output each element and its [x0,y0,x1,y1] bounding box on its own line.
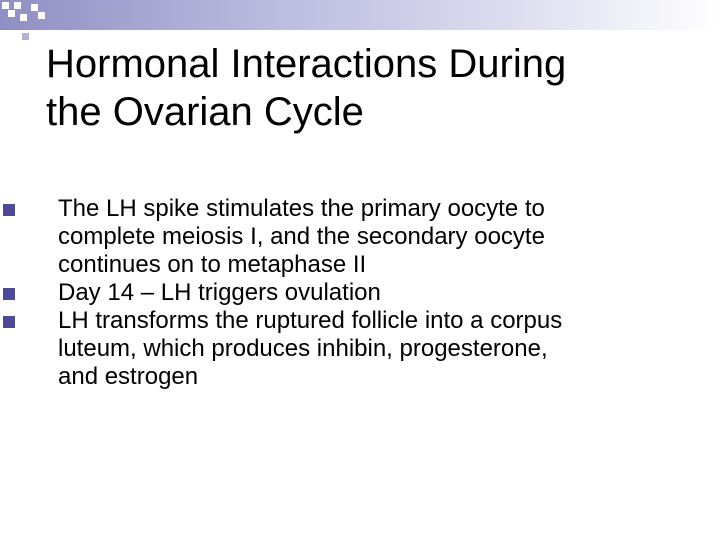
decorative-square [22,33,29,40]
slide-title [46,40,686,136]
slide-title-line: Hormonal Interactions During [46,42,567,86]
slide-title-line: the Ovarian Cycle [46,90,364,134]
bullet-text-line: complete meiosis I, and the secondary oocyte [58,223,545,250]
decorative-square [14,2,21,9]
top-decorative-band [0,0,720,30]
decorative-square [38,12,45,19]
bullet-text-line: and estrogen [58,363,199,390]
square-bullet-icon [3,204,15,216]
bullet-text-line: Day 14 – LH triggers ovulation [58,279,381,306]
bullet-item [58,307,668,391]
decorative-square [2,2,9,9]
square-bullet-icon [3,316,15,328]
decorative-square [31,4,38,11]
decorative-square [8,10,15,17]
bullet-text-line: continues on to metaphase II [58,251,367,278]
square-bullet-icon [3,288,15,300]
bullet-list [58,195,668,391]
bullet-text-line: luteum, which produces inhibin, progesterone, [58,335,548,362]
bullet-item [58,195,668,279]
bullet-item [58,279,668,307]
bullet-text-line: LH transforms the ruptured follicle into a corpus [58,307,563,334]
decorative-square [20,14,27,21]
bullet-text-line: The LH spike stimulates the primary oocyte to [58,195,545,222]
